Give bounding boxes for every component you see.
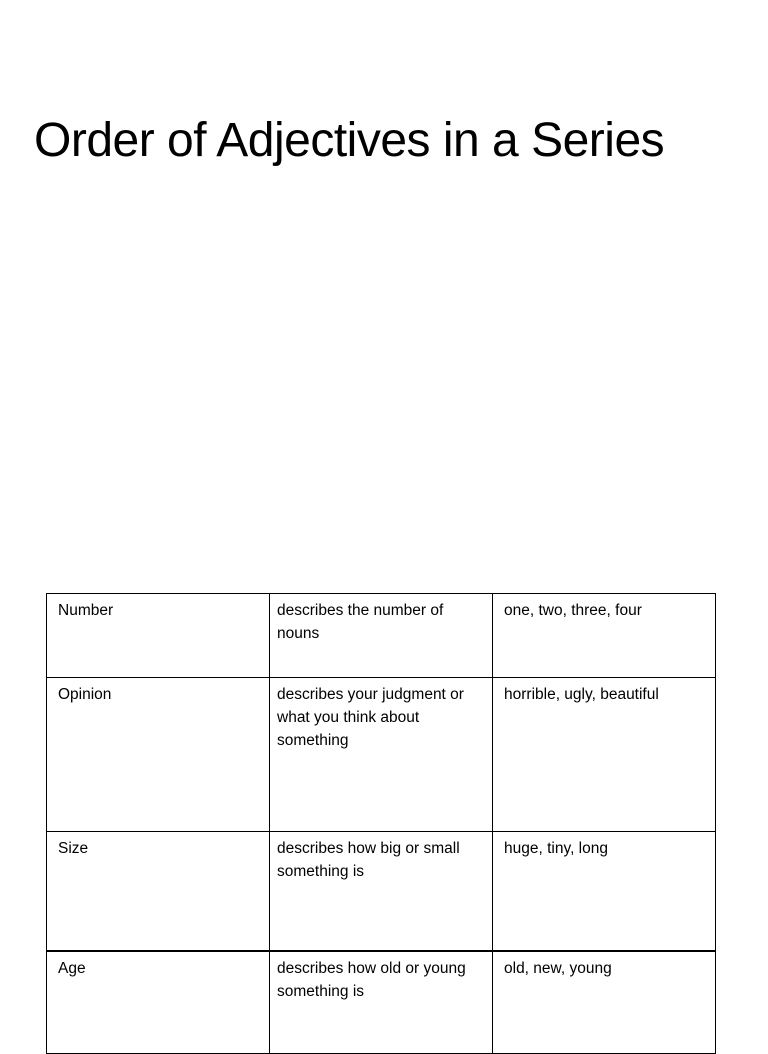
table-row bbox=[47, 594, 716, 678]
category-cell: Number bbox=[47, 594, 270, 678]
category-cell: Size bbox=[47, 832, 270, 952]
page-title: Order of Adjectives in a Series bbox=[34, 114, 665, 167]
examples-cell: huge, tiny, long bbox=[493, 832, 716, 952]
examples-cell: one, two, three, four bbox=[493, 594, 716, 678]
table-row bbox=[47, 832, 716, 952]
description-cell: describes how old or young something is bbox=[270, 951, 493, 1054]
examples-cell: horrible, ugly, beautiful bbox=[493, 678, 716, 832]
category-cell: Age bbox=[47, 951, 270, 1054]
examples-cell: old, new, young bbox=[493, 951, 716, 1054]
category-cell: Opinion bbox=[47, 678, 270, 832]
description-cell: describes the number of nouns bbox=[270, 594, 493, 678]
description-cell: describes your judgment or what you think about something bbox=[270, 678, 493, 832]
table-row bbox=[47, 951, 716, 1054]
table-row bbox=[47, 678, 716, 832]
description-cell: describes how big or small something is bbox=[270, 832, 493, 952]
adjective-order-table bbox=[46, 593, 716, 1054]
